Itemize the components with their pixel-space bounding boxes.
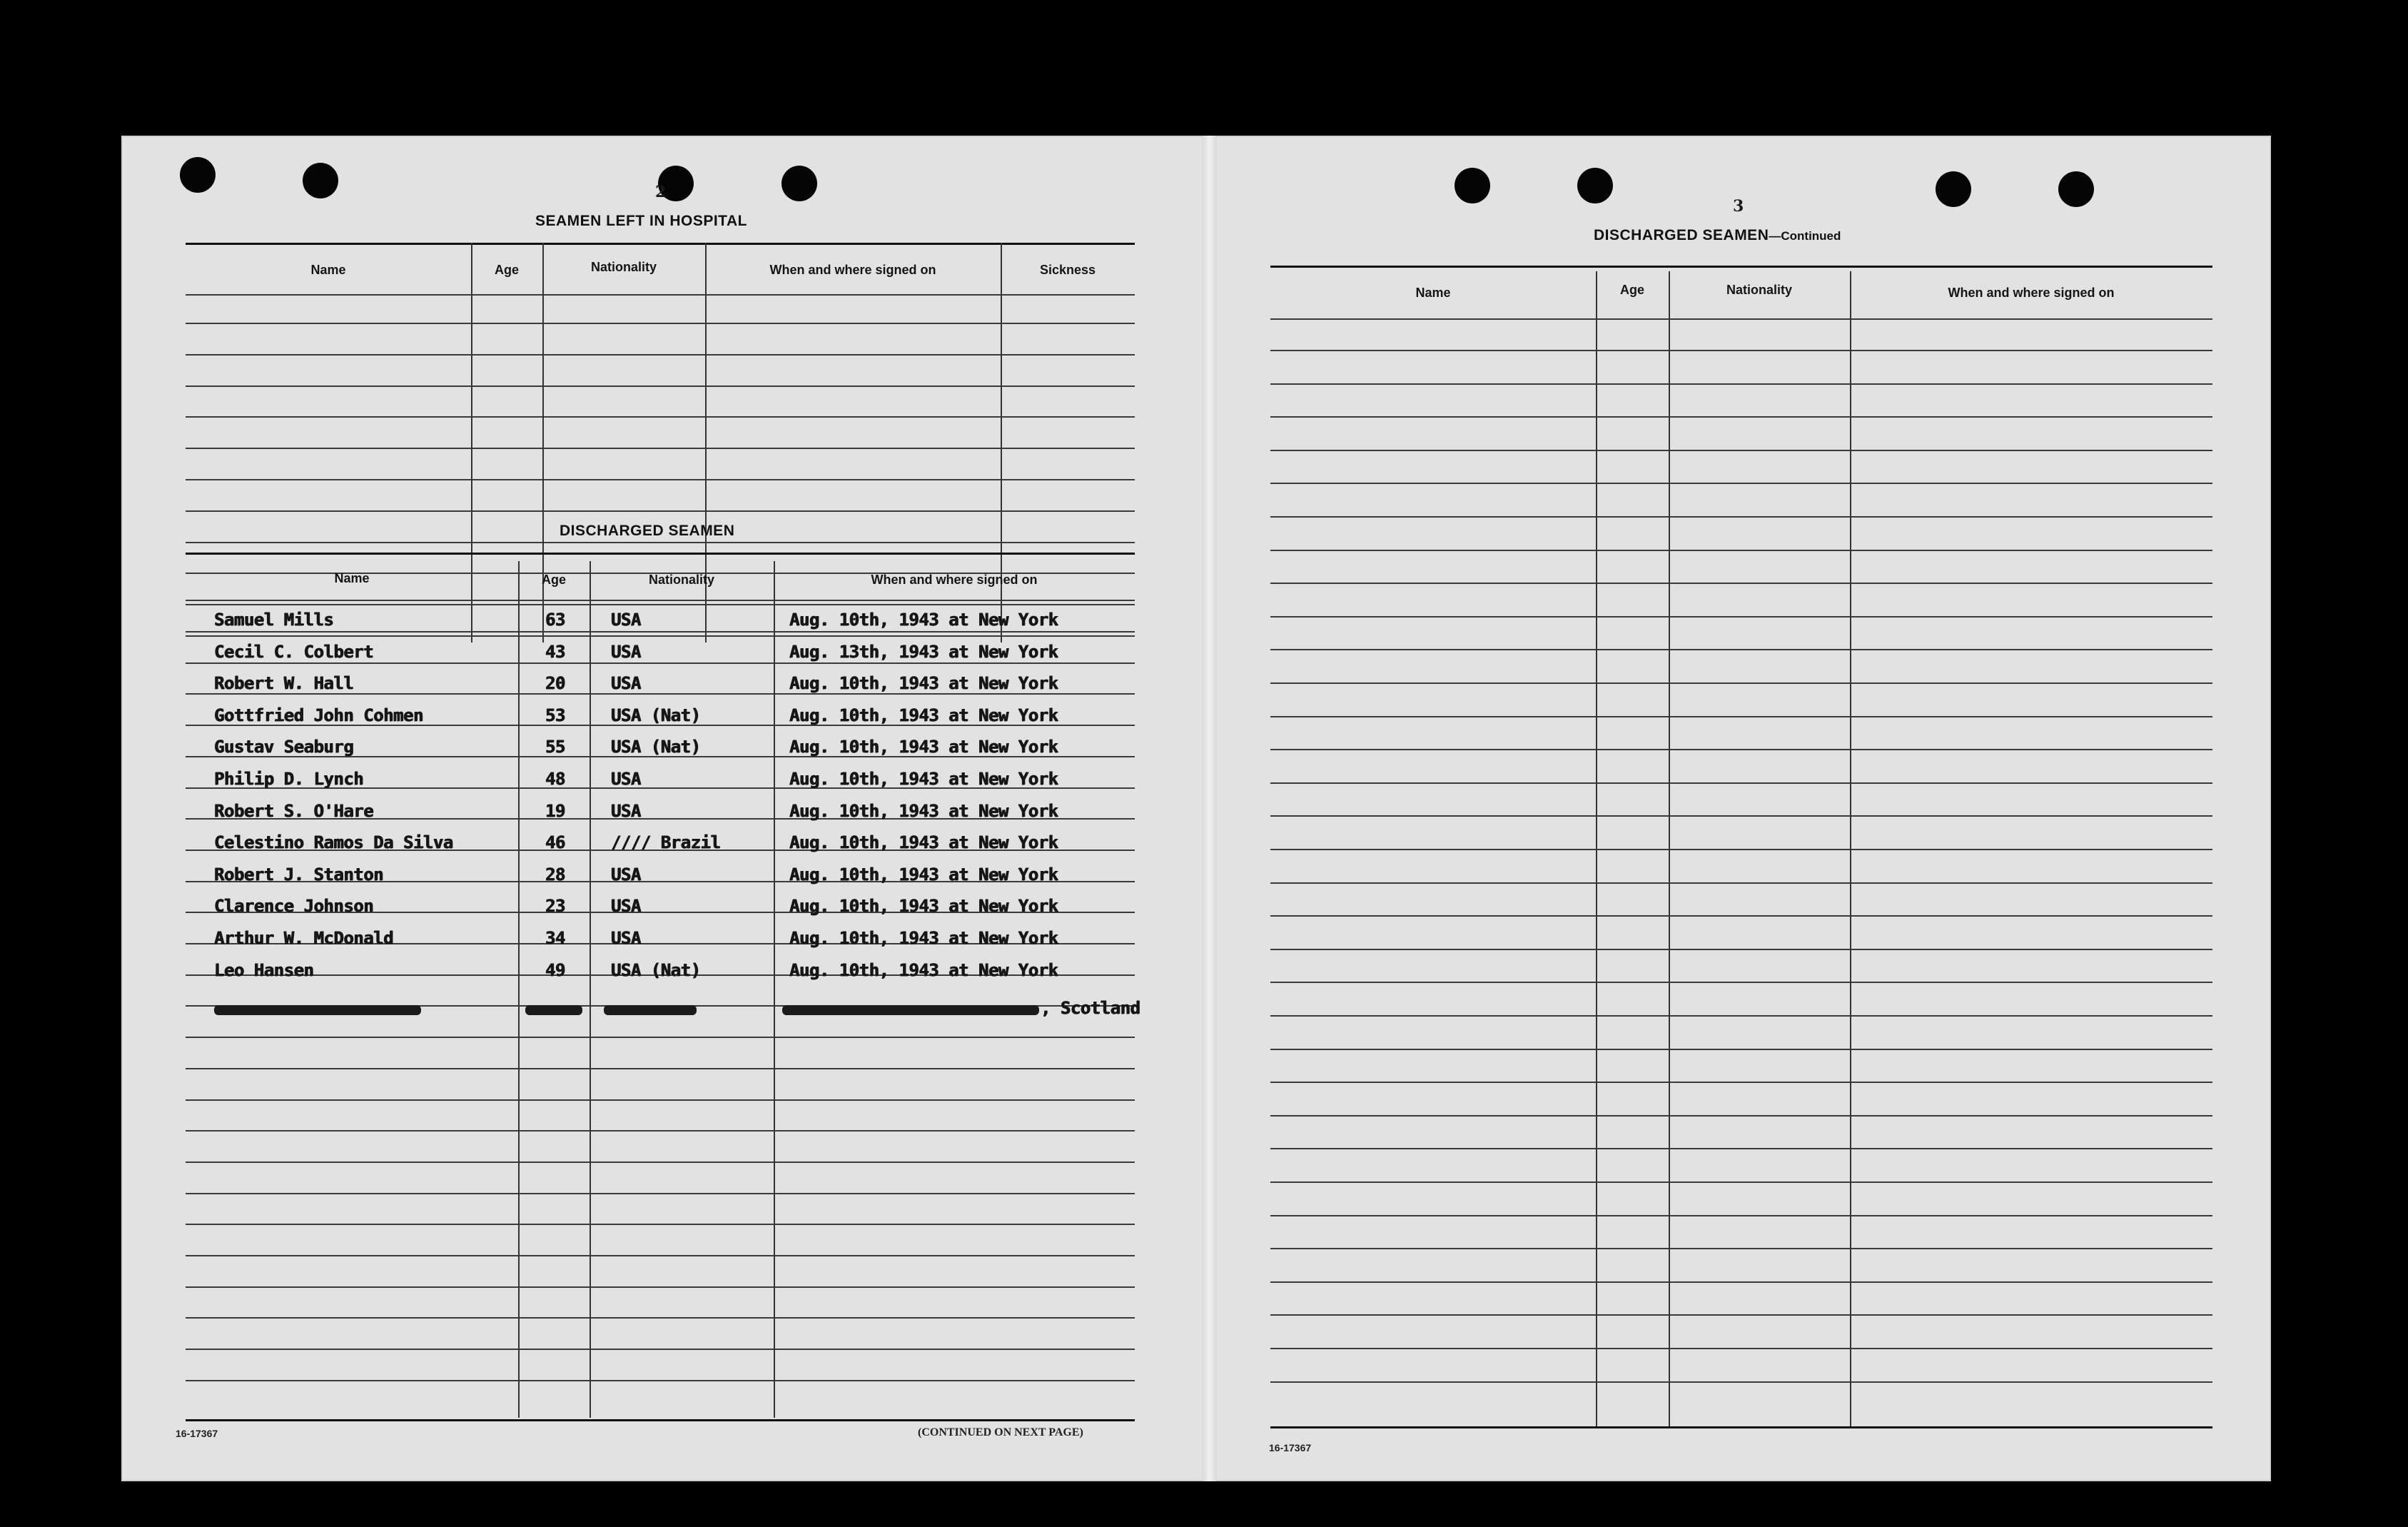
seaman-nationality: USA [611,928,641,948]
row-rule [1270,949,2212,950]
row-rule [1270,450,2212,451]
seaman-name: Philip D. Lynch [214,769,364,789]
discharged-col-nationality: Nationality [648,573,714,587]
seaman-nationality: USA (Nat) [611,737,701,757]
seaman-nationality: USA [611,865,641,885]
hospital-header-rule [186,294,1135,296]
struck-out-signed-on [782,1005,1039,1015]
punch-hole [1577,168,1613,203]
seaman-name: Arthur W. McDonald [214,928,394,948]
seaman-signed-on: Aug. 10th, 1943 at New York [789,960,1058,980]
seaman-name: Celestino Ramos Da Silva [214,832,453,852]
row-rule [1270,583,2212,584]
seaman-signed-on: Aug. 13th, 1943 at New York [789,642,1058,662]
row-rule [186,1255,1135,1256]
right-col-divider [1596,271,1597,1426]
row-rule [186,631,1135,633]
seaman-nationality: USA [611,769,641,789]
seaman-name: Gottfried John Cohmen [214,705,423,725]
seaman-age: 34 [545,928,565,948]
seaman-signed-on: Aug. 10th, 1943 at New York [789,801,1058,821]
seaman-name: Samuel Mills [214,610,334,630]
row-rule [1270,416,2212,418]
row-rule [186,542,1135,543]
row-rule [1270,1049,2212,1050]
hospital-col-name: Name [310,263,346,277]
row-rule [1270,716,2212,717]
row-rule [186,662,1135,664]
row-rule [186,1317,1135,1319]
seaman-name: Cecil C. Colbert [214,642,374,662]
row-rule [1270,1281,2212,1283]
right-col-name: Name [1415,286,1451,300]
discharged-bottom-rule [186,1419,1135,1421]
punch-hole [303,163,338,198]
row-rule [186,510,1135,512]
discharged-section-title: DISCHARGED SEAMEN [560,523,735,539]
row-rule [186,1099,1135,1101]
seaman-age: 49 [545,960,565,980]
seaman-nationality: //// Brazil [611,832,721,852]
right-bottom-rule [1270,1426,2212,1428]
struck-out-signed-on-tail: , Scotland [1041,998,1140,1018]
right-col-divider [1669,271,1670,1426]
right-top-rule [1270,266,2212,268]
seaman-name: Leo Hansen [214,960,314,980]
hospital-top-rule [186,243,1135,245]
document-sheet [121,136,2271,1481]
seaman-age: 43 [545,642,565,662]
seaman-age: 19 [545,801,565,821]
right-col-signed-on: When and where signed on [1948,286,2115,300]
row-rule [186,1193,1135,1194]
row-rule [1270,749,2212,750]
seaman-name: Robert S. O'Hare [214,801,374,821]
hospital-col-signed-on: When and where signed on [769,263,936,277]
row-rule [1270,782,2212,784]
seaman-signed-on: Aug. 10th, 1943 at New York [789,832,1058,852]
row-rule [1270,649,2212,650]
row-rule [1270,1181,2212,1183]
row-rule [1270,849,2212,850]
row-rule [1270,815,2212,817]
row-rule [1270,1015,2212,1017]
seaman-name: Robert J. Stanton [214,865,384,885]
page-number-right: 3 [1733,197,1744,216]
right-section-title [1594,227,1841,244]
row-rule [186,479,1135,480]
discharged-header-rule [186,600,1135,601]
punch-hole [180,157,216,193]
row-rule [1270,1314,2212,1316]
seaman-signed-on: Aug. 10th, 1943 at New York [789,673,1058,693]
seaman-signed-on: Aug. 10th, 1943 at New York [789,610,1058,630]
row-rule [186,416,1135,418]
struck-out-age [525,1005,582,1015]
continued-note: (CONTINUED ON NEXT PAGE) [918,1426,1083,1438]
row-rule [186,1161,1135,1163]
right-col-nationality: Nationality [1726,283,1792,297]
row-rule [186,1068,1135,1069]
seaman-age: 20 [545,673,565,693]
punch-hole [1455,168,1490,203]
row-rule [1270,350,2212,351]
seaman-nationality: USA (Nat) [611,705,701,725]
seaman-nationality: USA [611,673,641,693]
row-rule [1270,483,2212,484]
row-rule [186,1130,1135,1132]
row-rule [1270,882,2212,884]
row-rule [1270,1348,2212,1349]
seaman-signed-on: Aug. 10th, 1943 at New York [789,865,1058,885]
punch-hole [1936,171,1971,207]
seaman-signed-on: Aug. 10th, 1943 at New York [789,928,1058,948]
struck-out-nationality [604,1005,697,1015]
discharged-col-name: Name [334,571,370,585]
row-rule [1270,1381,2212,1383]
row-rule [186,1037,1135,1038]
hospital-col-nationality: Nationality [590,260,657,274]
seaman-nationality: USA [611,642,641,662]
hospital-col-age: Age [494,263,519,277]
page-number-left: 2 [655,183,667,201]
right-section-title-text: DISCHARGED SEAMEN [1594,227,1769,243]
seaman-age: 46 [545,832,565,852]
row-rule [1270,550,2212,551]
row-rule [186,1349,1135,1350]
hospital-col-sickness: Sickness [1039,263,1096,277]
row-rule [1270,1215,2212,1216]
seaman-signed-on: Aug. 10th, 1943 at New York [789,896,1058,916]
right-col-age: Age [1619,283,1644,297]
row-rule [186,1224,1135,1225]
discharged-col-divider [590,561,591,1418]
row-rule [1270,682,2212,684]
right-header-rule [1270,318,2212,320]
form-number-left: 16-17367 [176,1428,218,1439]
seaman-nationality: USA [611,801,641,821]
seaman-signed-on: Aug. 10th, 1943 at New York [789,769,1058,789]
row-rule [186,448,1135,449]
row-rule [186,604,1135,605]
right-section-title-suffix: —Continued [1769,229,1841,243]
row-rule [1270,1248,2212,1249]
row-rule [186,1286,1135,1288]
seaman-age: 63 [545,610,565,630]
row-rule [186,1380,1135,1381]
discharged-col-signed-on: When and where signed on [871,573,1038,587]
row-rule [1270,616,2212,618]
center-fold [1203,136,1217,1481]
row-rule [186,354,1135,356]
row-rule [186,323,1135,324]
punch-hole [2058,171,2094,207]
seaman-signed-on: Aug. 10th, 1943 at New York [789,705,1058,725]
row-rule [1270,1148,2212,1149]
row-rule [186,385,1135,387]
row-rule [1270,982,2212,983]
discharged-col-divider [518,561,520,1418]
seaman-age: 23 [545,896,565,916]
seaman-nationality: USA [611,896,641,916]
row-rule [1270,516,2212,518]
punch-hole [781,166,817,201]
seaman-age: 28 [545,865,565,885]
seaman-age: 53 [545,705,565,725]
seaman-nationality: USA (Nat) [611,960,701,980]
row-rule [1270,1082,2212,1083]
discharged-col-age: Age [541,573,566,587]
row-rule [186,693,1135,695]
seaman-name: Gustav Seaburg [214,737,354,757]
struck-out-name [214,1005,421,1015]
seaman-nationality: USA [611,610,641,630]
discharged-col-divider [774,561,775,1418]
hospital-section-title: SEAMEN LEFT IN HOSPITAL [535,213,747,229]
discharged-top-rule [186,553,1135,555]
seaman-name: Clarence Johnson [214,896,374,916]
form-number-right: 16-17367 [1269,1442,1312,1453]
right-col-divider [1850,271,1851,1426]
seaman-age: 48 [545,769,565,789]
row-rule [1270,1115,2212,1117]
seaman-name: Robert W. Hall [214,673,354,693]
row-rule [1270,383,2212,385]
seaman-signed-on: Aug. 10th, 1943 at New York [789,737,1058,757]
row-rule [1270,915,2212,917]
row-rule [186,635,1135,637]
seaman-age: 55 [545,737,565,757]
